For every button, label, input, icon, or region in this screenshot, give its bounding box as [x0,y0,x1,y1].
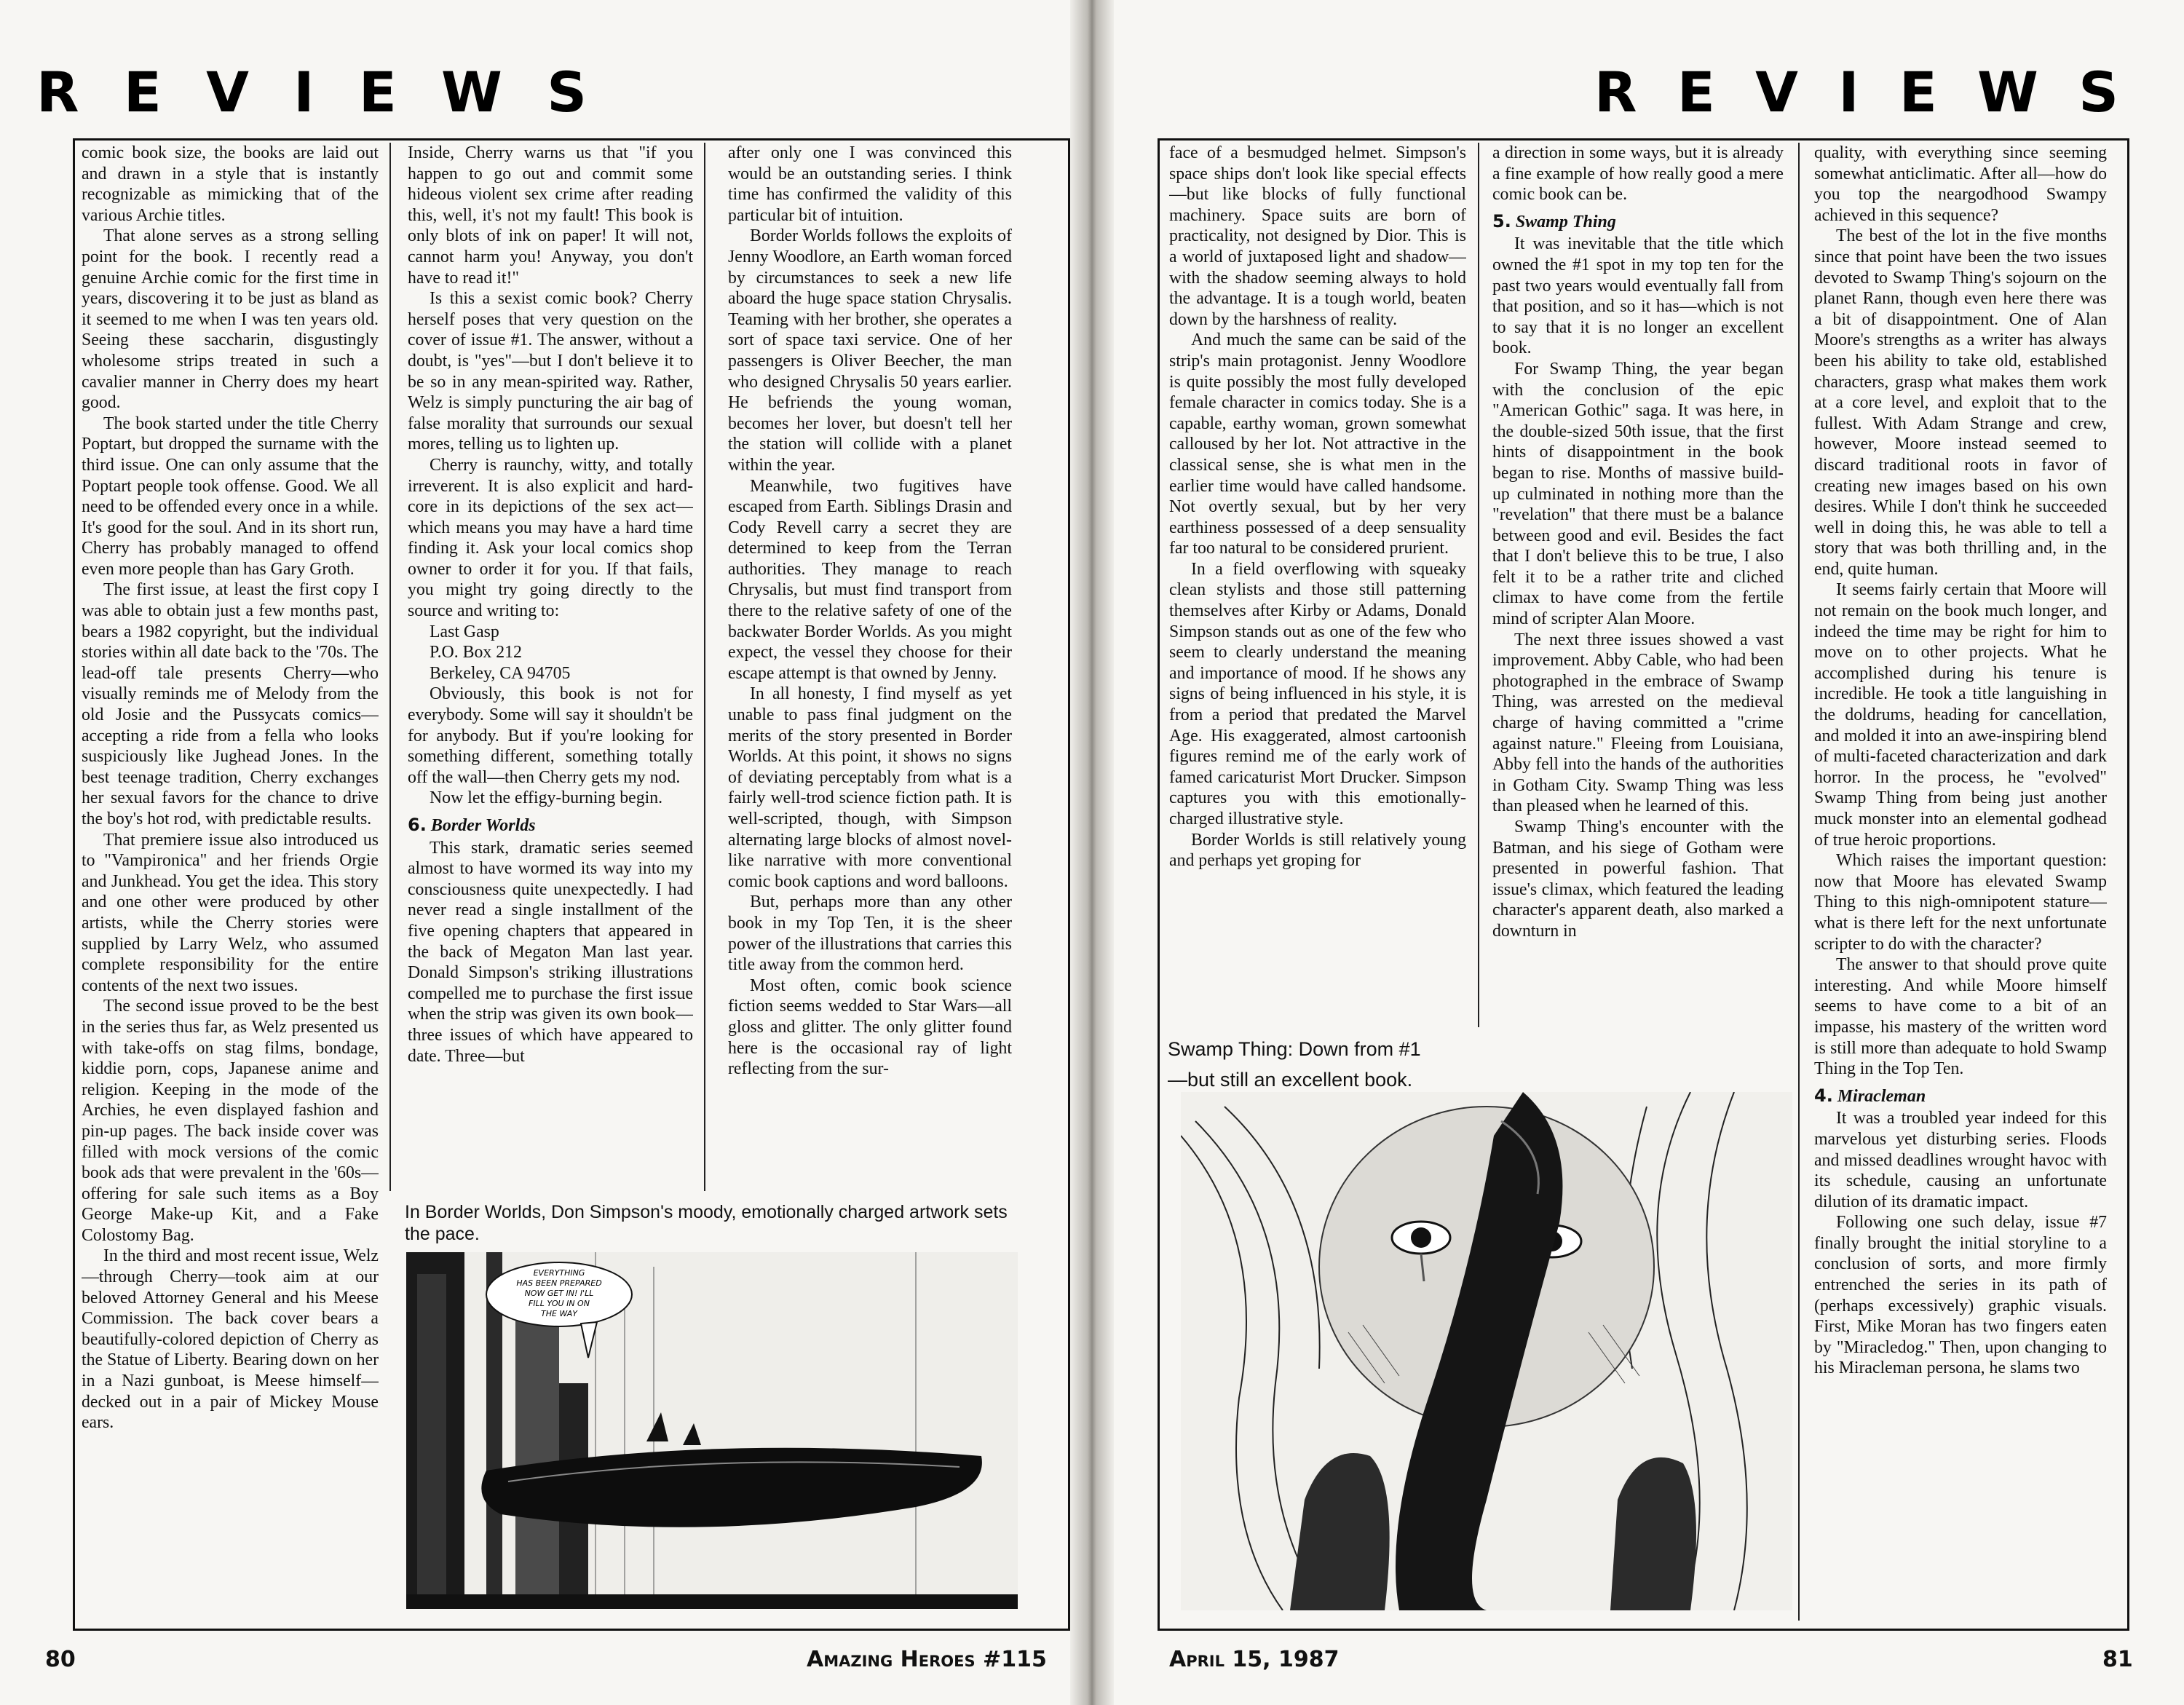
column-rule [389,143,391,1191]
paragraph: The book started under the title Cherry Poptart, but dropped the surname with the third issue. One can only assume that the Poptart people took offense. Good. We all need to be offended every once in a while. It's good for the soul. And in its short run, Cherry has probably managed to offend even more people than has Gary Groth. [82,414,379,579]
address-line: Berkeley, CA 94705 [430,663,571,683]
paragraph: It was a troubled year indeed for this marvelous yet disturbing series. Floods and missed deadlines wrought havoc with its schedule, causing an unfortunate dilution of its dramatic impact. [1814,1109,2107,1211]
paragraph: For Swamp Thing, the year began with the conclusion of the epic "American Gothic" saga. It was here, in the double-sized 50th issue, that the first hints of disappointment in the book began to rise. Months of massive build-up culminated in nothing more than the "revelation" that there must be a balance between good and evil. Besides the fact that I don't believe this to be true, I also felt it to be a rather trite and cliched climax to have come from the fertile mind of scripter Alan Moore. [1492,359,1784,629]
paragraph: The second issue proved to be the best in the series thus far, as Welz presented us with take-offs on stag films, bondage, kiddie porn, cops, Japanese anime and religion. Keeping in the mode of the Archies, he even displayed fashion and pin-up pages. The back inside cover was filled with mock versions of the comic book ads that were prevalent in the '60s—offering for sale such items as a Boy George Make-up Kit, and a Fake Colostomy Bag. [82,997,379,1245]
paragraph: Now let the effigy-burning begin. [430,788,663,808]
issue-date: April 15, 1987 [1169,1647,1340,1672]
column-rule [1478,143,1479,1027]
section-heading-border-worlds: 6. Border Worlds [408,815,536,835]
paragraph: a direction in some ways, but it is already a fine example of how really good a mere comic book can be. [1492,143,1784,205]
book-gutter [1070,0,1114,1705]
border-worlds-caption: In Border Worlds, Don Simpson's moody, emotionally charged artwork sets the pace. [405,1202,1008,1244]
paragraph: But, perhaps more than any other book in my Top Ten, it is the sheer power of the illustrations that carries this title away from the common herd. [728,893,1012,975]
paragraph: The best of the lot in the five months since that point have been the two issues devoted to Swamp Thing's sojourn on the planet Rann, though even here there was a bit of disappointment. One of Alan Moore's strengths as a writer has always been his ability to take old, established characters, grasp what makes them work at a core level, and exploit that to the fullest. With Adam Strange and crew, however, Moore instead seemed to discard traditional roots in favor of creating new images based on his own desires. While I don't think he succeeded well in doing this, he was able to tell a story that was both thrilling and, in the end, quite human. [1814,226,2107,579]
paragraph: Following one such delay, issue #7 finally brought the initial storyline to a conclusion of sorts, and more firmly entrenched the series in its path of (perhaps excessively) graphic visuals. First, Mike Moran has two fingers eaten by "Miracledog." Then, upon changing to his Miracleman persona, he slams two [1814,1213,2107,1378]
swamp-thing-embrace-scene [1181,1092,1792,1610]
paragraph: The next three issues showed a vast improvement. Abby Cable, who had been photographed in the embrace of Swamp Thing, was arrested on the medieval charge of having committed a "crime against nature." Fleeing from Louisiana, Abby fell into the hands of the authorities in Gotham City. Swamp Thing was less than pleased when he learned of this. [1492,630,1784,816]
paragraph: The answer to that should prove quite interesting. And while Moore himself seems to have come to a bit of an impasse, his mastery of the written word is still more than adequate to hold Swamp Thing in the Top Ten. [1814,955,2107,1079]
reviews-header-left: R E V I E W S [36,60,587,124]
border-worlds-illustration [406,1252,1018,1609]
svg-text:THE WAY: THE WAY [540,1309,578,1318]
paragraph: Inside, Cherry warns us that "if you happen to go out and commit some hideous violent sex crime after reading this, well, it's not my fault! This book is only blots of ink on paper! It will not, cannot harm you! Anyway, you don't have to read it!" [408,143,693,288]
paragraph: Cherry is raunchy, witty, and totally irreverent. It is also explicit and hard-core in its depictions of the sex act—which means you may have a hard time finding it. Ask your local comics shop owner to order it for you. If that fails, you might try going directly to the source and writing to: [408,455,693,621]
paragraph: face of a besmudged helmet. Simpson's space ships don't look like special effects—but like blocks of fully functional machinery. Space suits are born of practicality, not designed by Dior. This is a world of juxtaposed light and shadow—with the shadow seeming always to hold the advantage. It is a tough world, beaten down by the harshness of reality. [1169,143,1466,329]
page-number-right: 81 [2102,1647,2133,1672]
address-line: Last Gasp [430,622,499,641]
section-heading-swamp-thing: 5. Swamp Thing [1492,210,1616,232]
paragraph: In all honesty, I find myself as yet unable to pass final judgment on the merits of the story presented in Border Worlds. At this point, it shows no signs of deviating perceptably from what is a fairly well-trod science fiction path. It is well-scripted, though, with Simpson alternating large blocks of almost novel-like narrative with more conventional comic book captions and word balloons. [728,684,1012,891]
magazine-title: Amazing Heroes #115 [807,1647,1047,1672]
swamp-thing-illustration [1181,1092,1792,1610]
paragraph: Is this a sexist comic book? Cherry herself poses that very question on the cover of issue #1. The answer, without a doubt, is "yes"—but I don't believe it to be so in any mean-spirited way. Rather, Welz is simply puncturing the air bag of false morality that surrounds our sexual mores, telling us to lighten up. [408,289,693,454]
column-rule [1798,143,1800,1621]
address-line: P.O. Box 212 [430,643,522,662]
right-column-2 [1492,143,1784,1027]
right-column-3 [1814,143,2107,1606]
column-rule [704,143,705,1191]
spaceship-scene [406,1252,1018,1609]
svg-text:FILL YOU IN ON: FILL YOU IN ON [529,1299,590,1308]
paragraph: Meanwhile, two fugitives have escaped from Earth. Siblings Drasin and Cody Revell carry a secret they are determined to keep from the Terran authorities. They manage to reach Chrysalis, but must find transport from there to the relative safety of one of the backwater Border Worlds. As you might expect, the vessel they choose for their escape attempt is that owned by Jenny. [728,476,1012,683]
paragraph: It was inevitable that the title which owned the #1 spot in my top ten for the past two years would eventually fall from that position, and so it has—which is not to say that it is no longer an excellent book. [1492,234,1784,358]
paragraph: Obviously, this book is not for everybody. Some will say it shouldn't be for anybody. But if you're looking for something different, something totally off the wall—then Cherry gets my nod. [408,684,693,787]
swamp-thing-caption [1168,1034,1488,1095]
caption-line: —but still an excellent book. [1168,1069,1413,1091]
svg-text:EVERYTHING: EVERYTHING [533,1268,585,1278]
paragraph: quality, with everything since seeming somewhat anticlimatic. After all—how do you top the neargodhood Swampy achieved in this sequence? [1814,143,2107,225]
paragraph: Which raises the important question: now that Moore has elevated Swamp Thing to this nigh-omnipotent stature—what is there left for the next unfortunate scripter to do with the character? [1814,851,2107,954]
paragraph: The first issue, at least the first copy I was able to obtain just a few months past, bears a 1982 copyright, but the individual stories within all date back to the '70s. The lead-off tale presents Cherry—who visually reminds me of Melody from the old Josie and the Pussycats comics—accepting a ride from a fella who looks suspiciously like Jughead Jones. In the best teenage tradition, Cherry exchanges her sexual favors for the chance to drive the boy's hot rod, with predictable results. [82,580,379,828]
paragraph: And much the same can be said of the strip's main protagonist. Jenny Woodlore is quite possibly the most fully developed female character in comics today. She is a capable, earthy woman, grown somewhat calloused by her lot. Not attractive in the classical sense, she is what men in the earlier time would have called handsome. Not overtly sexual, but by her very earthiness possessed of a deep sensuality far too natural to be considered prurient. [1169,331,1466,558]
paragraph: Border Worlds follows the exploits of Jenny Woodlore, an Earth woman forced by circumstances to seek a new life aboard the huge space station Chrysalis. Teaming with her brother, she operates a sort of space taxi service. One of her passengers is Oliver Beecher, the man who designed Chrysalis 50 years earlier. He befriends the young woman, becomes her lover, but doesn't tell her the station will collide with a planet within the year. [728,226,1012,475]
paragraph: after only one I was convinced this would be an outstanding series. I think time has confirmed the validity of this particular bit of intuition. [728,143,1012,225]
left-column-3 [728,143,1012,1190]
paragraph: comic book size, the books are laid out and drawn in a style that is instantly recognizable as mimicking that of the various Archie titles. [82,143,379,225]
left-column-2 [408,143,693,1190]
paragraph: That premiere issue also introduced us to "Vampironica" and her friends Orgie and Junkhead. You get the idea. This story and one other were produced by other artists, while the Cherry stories were supplied by Larry Welz, who assumed complete responsibility for the entire contents of the next two issues. [82,830,379,995]
paragraph: Most often, comic book science fiction seems wedded to Star Wars—all gloss and glitter. The only glitter found here is the occasional ray of light reflecting from the sur- [728,976,1012,1079]
page-number-left: 80 [45,1647,76,1672]
left-column-1 [82,143,379,1606]
paragraph: This stark, dramatic series seemed almost to have wormed its way into my consciousness quite unexpectedly. I had never read a single installment of the five opening chapters that appeared in the back of Megaton Man last year. Donald Simpson's striking illustrations compelled me to purchase the first issue when the strip was given its own book—three issues of which have appeared to date. Three—but [408,838,693,1066]
paragraph: It seems fairly certain that Moore will not remain on the book much longer, and indeed the time may be right for him to move on to other projects. What he accomplished during his tenure is incredible. He took a title languishing in the doldrums, heading for cancellation, and molded it into an awe-inspiring blend of multi-faceted characterization and dark horror. In the process, he "evolved" Swamp Thing from being just another muck monster into an elemental godhead of true heroic proportions. [1814,580,2107,850]
caption-line: Swamp Thing: Down from #1 [1168,1038,1421,1060]
paragraph: Border Worlds is still relatively young and perhaps yet groping for [1169,830,1466,871]
reviews-header-right: R E V I E W S [1594,60,2118,124]
section-heading-miracleman: 4. Miracleman [1814,1085,1926,1106]
svg-text:HAS BEEN PREPARED: HAS BEEN PREPARED [516,1278,602,1288]
paragraph: That alone serves as a strong selling point for the book. I recently read a genuine Archie comic for the first time in years, discovering it to be just as bland as it seemed to me when I was ten years old. Seeing these saccharin, disgustingly wholesome strips treated in such a cavalier manner in Cherry does my heart good. [82,226,379,413]
right-column-1 [1169,143,1466,1027]
paragraph: In the third and most recent issue, Welz—through Cherry—took aim at our beloved Attorney General and his Meese Commission. The back cover bears a beautifully-colored depiction of Cherry as the Statue of Liberty. Bearing down on her in a Nazi gunboat, is Meese himself—decked out in a pair of Mickey Mouse ears. [82,1246,379,1433]
paragraph: Swamp Thing's encounter with the Batman, and his siege of Gotham were presented in powerful fashion. That issue's climax, which featured the leading character's apparent death, also marked a downturn in [1492,818,1784,941]
paragraph: In a field overflowing with squeaky clean stylists and those still patterning themselves after Kirby or Adams, Donald Simpson stands out as one of the few who seem to clearly understand the meaning and importance of mood. If he shows any signs of being influenced in his style, it is from a period that predated the Marvel Age. His exaggerated, almost cartoonish figures remind me of the early work of famed caricaturist Mort Drucker. Simpson captures you with this emotionally-charged illustrative style. [1169,559,1466,828]
svg-text:NOW GET IN! I'LL: NOW GET IN! I'LL [524,1289,594,1298]
